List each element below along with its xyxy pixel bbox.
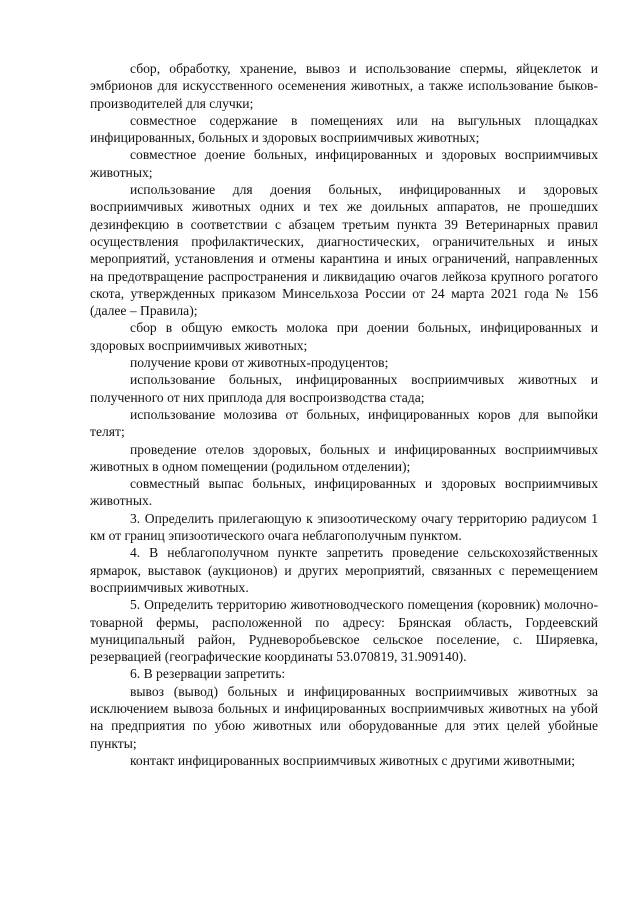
paragraph-removal-ban: вывоз (вывод) больных и инфицированных восприимчивых животных за исключением вывоза больных и инфицированных восприимчивых животных на убой на предприятия по убою животных или оборудованные для этих целей убойные пункты; — [90, 683, 598, 751]
paragraph-colostrum: использование молозива от больных, инфицированных коров для выпойки телят; — [90, 406, 598, 440]
document-page — [90, 60, 598, 769]
paragraph-item-4: 4. В неблагополучном пункте запретить проведение сельскохозяйственных ярмарок, выставок (аукционов) и других мероприятий, связанных с перемещением восприимчивых животных. — [90, 545, 598, 595]
paragraph-calving: проведение отелов здоровых, больных и инфицированных восприимчивых животных в одном помещении (родильном отделении); — [90, 441, 598, 474]
paragraph-herd-reproduction: использование больных, инфицированных восприимчивых животных и полученного от них приплода для воспроизводства стада; — [90, 372, 598, 405]
paragraph-blood-collection: получение крови от животных-продуцентов; — [130, 355, 389, 371]
paragraph-item-3: 3. Определить прилегающую к эпизоотическому очагу территорию радиусом 1 км от границ эпизоотического очага неблагополучным пунктом. — [90, 510, 598, 544]
paragraph-item-5: 5. Определить территорию животноводческого помещения (коровник) молочно-товарной фермы, расположенной по адресу: Брянская область, Гордеевский муниципальный район, Рудневоробьевское сельское поселение, с. Ширяевка, резервацией (географические координаты 53.070819, 31.909140). — [90, 597, 598, 665]
paragraph-joint-housing: совместное содержание в помещениях или на выгульных площадках инфицированных, больных и здоровых восприимчивых животных; — [90, 112, 598, 146]
paragraph-item-6: 6. В резервации запретить: — [130, 666, 286, 682]
paragraph-milk-collection: сбор в общую емкость молока при доении больных, инфицированных и здоровых восприимчивых животных; — [90, 320, 598, 353]
paragraph-joint-milking: совместное доение больных, инфицированных и здоровых восприимчивых животных; — [90, 147, 598, 180]
paragraph-joint-grazing: совместный выпас больных, инфицированных и здоровых восприимчивых животных. — [90, 476, 598, 509]
paragraph-contact-ban: контакт инфицированных восприимчивых животных с другими животными; — [130, 752, 576, 768]
paragraph-sperm-collection: сбор, обработку, хранение, вывоз и использование спермы, яйцеклеток и эмбрионов для искусственного осеменения животных, а также использование быков-производителей для случки; — [90, 61, 598, 111]
paragraph-milking-apparatus: использование для доения больных, инфицированных и здоровых восприимчивых животных одних и тех же доильных аппаратов, не прошедших дезинфекцию в соответствии с абзацем третьим пункта 39 Ветеринарных правил осуществления профилактических, диагностических, ограничительных и иных мероприятий, установления и отмены карантина и иных ограничений, направленных на предотвращение распространения и ликвидацию очагов лейкоза крупного рогатого скота, утвержденных приказом Минсельхоза России от 24 марта 2021 года № 156 (далее – Правила); — [90, 182, 598, 319]
